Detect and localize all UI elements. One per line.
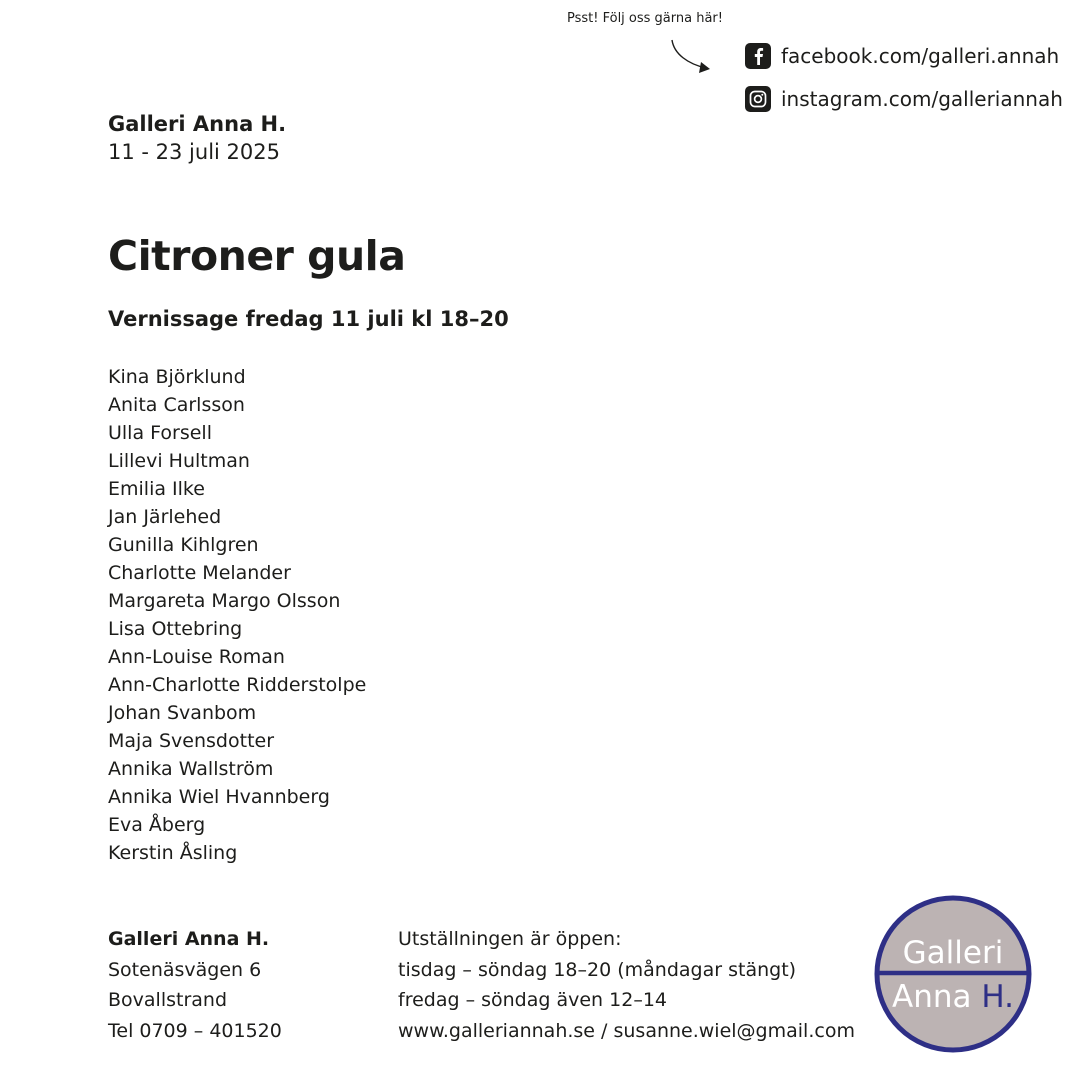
logo-text-anna-part: Anna (892, 979, 982, 1015)
facebook-icon (745, 43, 771, 69)
gallery-address (108, 924, 282, 1046)
venue-name: Galleri Anna H. (108, 112, 287, 136)
artist-name: Emilia Ilke (108, 478, 205, 500)
hours-line: fredag – söndag även 12–14 (398, 989, 667, 1011)
artist-list (108, 363, 366, 867)
footer-street: Sotenäsvägen 6 (108, 958, 262, 981)
contact-links[interactable]: www.galleriannah.se / susanne.wiel@gmail.com (398, 1019, 855, 1042)
footer-gallery-name: Galleri Anna H. (108, 928, 270, 950)
logo-text-anna (892, 979, 1014, 1015)
instagram-link[interactable] (745, 86, 1063, 112)
artist-name: Johan Svanbom (108, 702, 257, 724)
arrow-icon (668, 38, 716, 78)
logo-text-galleri: Galleri (902, 935, 1004, 971)
hours-heading: Utställningen är öppen: (398, 928, 622, 950)
artist-name: Ann-Louise Roman (108, 646, 285, 668)
exhibition-dates: 11 - 23 juli 2025 (108, 140, 280, 164)
facebook-url: facebook.com/galleri.annah (781, 44, 1060, 68)
artist-name: Kerstin Åsling (108, 842, 238, 864)
artist-name: Maja Svensdotter (108, 730, 275, 752)
artist-name: Annika Wiel Hvannberg (108, 786, 330, 808)
artist-name: Ulla Forsell (108, 422, 212, 444)
opening-hours (398, 924, 855, 1046)
artist-name: Eva Åberg (108, 814, 206, 836)
artist-name: Margareta Margo Olsson (108, 590, 341, 612)
footer-phone: Tel 0709 – 401520 (108, 1019, 282, 1042)
gallery-logo (874, 895, 1032, 1053)
follow-hint: Psst! Följ oss gärna här! (567, 11, 723, 26)
artist-name: Jan Järlehed (108, 506, 222, 528)
logo-text-h: H. (981, 979, 1014, 1015)
instagram-url: instagram.com/galleriannah (781, 87, 1063, 111)
instagram-icon (745, 86, 771, 112)
artist-name: Anita Carlsson (108, 394, 245, 416)
artist-name: Gunilla Kihlgren (108, 534, 259, 556)
artist-name: Ann-Charlotte Ridderstolpe (108, 674, 367, 696)
footer-town: Bovallstrand (108, 989, 228, 1011)
vernissage-info: Vernissage fredag 11 juli kl 18–20 (108, 307, 509, 331)
hours-line: tisdag – söndag 18–20 (måndagar stängt) (398, 958, 797, 981)
artist-name: Charlotte Melander (108, 562, 291, 584)
exhibition-title: Citroner gula (108, 232, 406, 280)
artist-name: Lisa Ottebring (108, 618, 243, 640)
artist-name: Lillevi Hultman (108, 450, 250, 472)
artist-name: Kina Björklund (108, 366, 246, 388)
artist-name: Annika Wallström (108, 758, 274, 780)
facebook-link[interactable] (745, 43, 1059, 69)
